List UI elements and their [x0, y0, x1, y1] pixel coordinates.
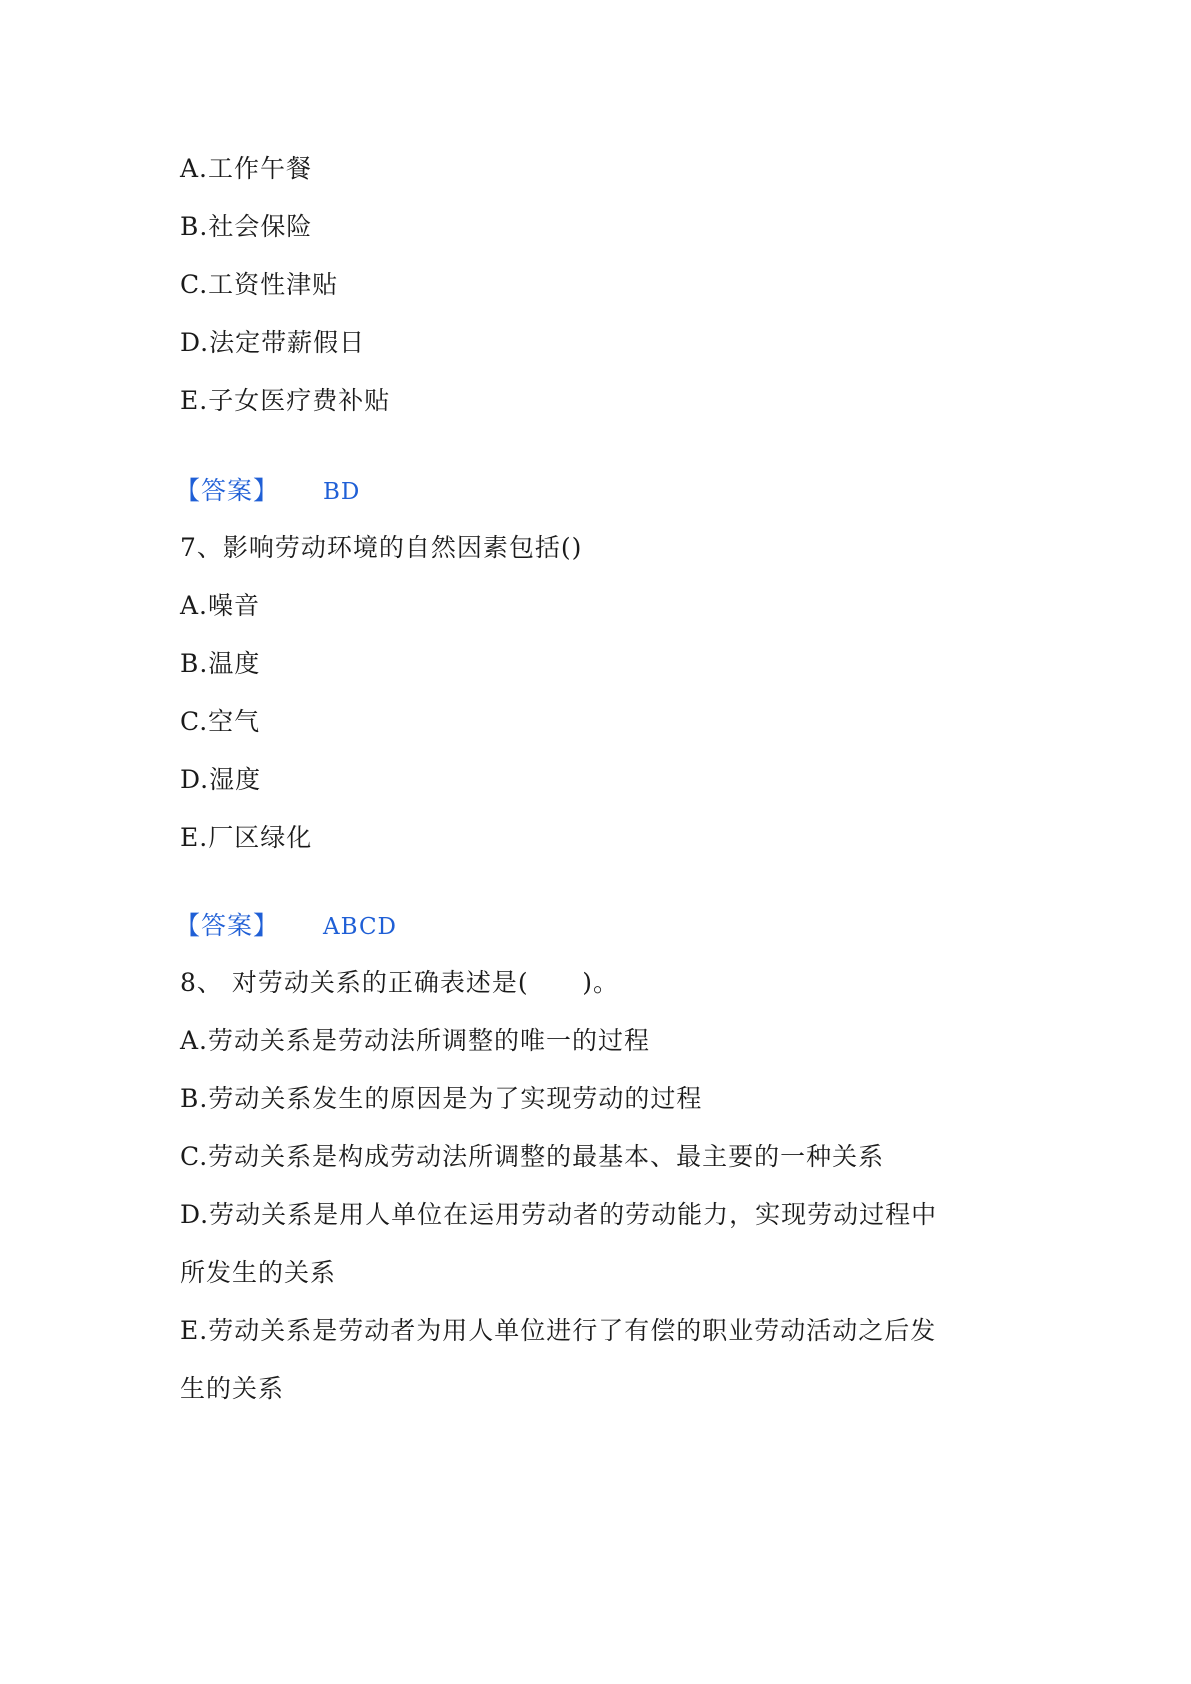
q6-option-d: D.法定带薪假日	[180, 328, 366, 357]
q6-option-c: C.工资性津贴	[180, 270, 339, 299]
q7-option-b: B.温度	[180, 649, 261, 678]
q8-option-d-continued: 所发生的关系	[180, 1258, 337, 1287]
q8-option-e-continued: 生的关系	[180, 1374, 285, 1403]
q6-answer-tag: 【答案】	[175, 476, 280, 505]
q8-option-b: B.劳动关系发生的原因是为了实现劳动的过程	[180, 1084, 703, 1113]
q7-option-e: E.厂区绿化	[180, 823, 313, 852]
q8-option-e: E.劳动关系是劳动者为用人单位进行了有偿的职业劳动活动之后发	[180, 1316, 937, 1345]
q6-answer	[175, 474, 361, 509]
q7-answer-value: ABCD	[323, 914, 397, 940]
q7-option-a: A.噪音	[180, 591, 261, 620]
q7-question: 7、影响劳动环境的自然因素包括()	[180, 533, 583, 562]
q6-option-e: E.子女医疗费补贴	[180, 386, 391, 415]
q8-option-a: A.劳动关系是劳动法所调整的唯一的过程	[180, 1026, 651, 1055]
q7-answer-tag: 【答案】	[175, 911, 280, 940]
q8-question: 8、 对劳动关系的正确表述是( )。	[180, 968, 620, 997]
q6-option-a: A.工作午餐	[180, 154, 313, 183]
q8-option-d: D.劳动关系是用人单位在运用劳动者的劳动能力，实现劳动过程中	[180, 1200, 938, 1229]
q6-answer-value: BD	[323, 479, 361, 505]
q6-option-b: B.社会保险	[180, 212, 313, 241]
q8-option-c: C.劳动关系是构成劳动法所调整的最基本、最主要的一种关系	[180, 1142, 885, 1171]
q7-option-c: C.空气	[180, 707, 261, 736]
q7-option-d: D.湿度	[180, 765, 262, 794]
q7-answer	[175, 909, 397, 944]
